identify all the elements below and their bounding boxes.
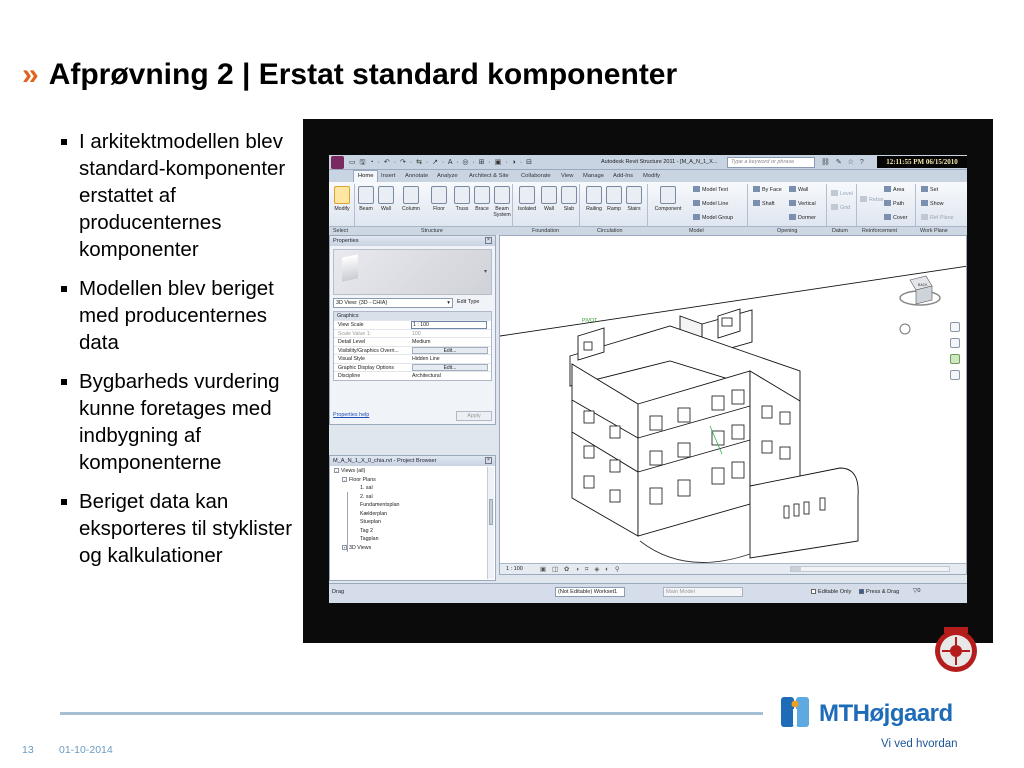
ref-plane-icon (921, 214, 928, 220)
wall-button[interactable]: Wall (374, 186, 398, 212)
truss-button[interactable]: Truss (450, 186, 474, 212)
edit-button[interactable]: Edit... (412, 364, 488, 372)
model-text-icon (693, 186, 700, 192)
property-row[interactable]: Visibility/Graphics Overri... Edit... (334, 346, 491, 355)
revit-window (329, 155, 967, 603)
tab-modify[interactable]: Modify (643, 173, 661, 179)
horizontal-scrollbar[interactable] (790, 566, 950, 572)
collapse-icon: - (343, 476, 346, 482)
ramp-button[interactable]: Ramp (602, 186, 626, 212)
logo-mark-icon (779, 695, 811, 729)
tree-item[interactable]: + 3D Views (343, 544, 372, 551)
view-selector (333, 298, 492, 308)
project-browser (329, 455, 496, 581)
tab-annotate[interactable]: Annotate (405, 173, 429, 179)
browser-tree (330, 466, 495, 553)
property-row: Scale Value 1: 100 (334, 329, 491, 338)
view-control-bar (500, 563, 966, 574)
tree-item[interactable]: 1. sal (360, 485, 373, 491)
steering-wheel-button[interactable] (950, 322, 960, 332)
steering-wheel-icon[interactable] (900, 324, 910, 334)
filter-icon[interactable]: ▽0 (913, 588, 921, 594)
property-row[interactable]: Discipline Architectural (334, 371, 491, 380)
apply-button[interactable]: Apply (456, 411, 492, 421)
column-button[interactable]: Column (399, 186, 423, 212)
tab-view[interactable]: View (561, 173, 574, 179)
slab-button[interactable]: Slab (557, 186, 581, 212)
property-row[interactable]: View Scale 1 : 100 (334, 320, 491, 329)
wall-icon (378, 186, 394, 204)
wall-opening-icon (789, 186, 796, 192)
view-control-icons[interactable]: ▣ ◫ ✿ ◑ ⌗ ◈ ◐ ⚲ (540, 566, 622, 573)
tree-item[interactable]: 2. sal (360, 493, 373, 500)
chevron-down-icon: ▾ (483, 269, 487, 275)
status-bar (329, 583, 967, 603)
status-text: Drag (332, 589, 345, 595)
tab-analyze[interactable]: Analyze (437, 173, 458, 179)
view-scale-control[interactable]: 1 : 100 (506, 566, 523, 572)
by-face-icon (753, 186, 760, 192)
ribbon (329, 182, 967, 234)
ribbon-panel-labels (329, 226, 967, 235)
cursor-icon (334, 186, 350, 204)
ramp-icon (606, 186, 622, 204)
property-row[interactable]: Graphic Display Options Edit... (334, 363, 491, 372)
pan-button[interactable] (950, 370, 960, 380)
properties-help-link[interactable]: Properties help (333, 412, 370, 418)
panel-datum[interactable]: Datum (832, 228, 848, 234)
navigation-bar (950, 322, 962, 392)
brace-button[interactable]: Brace (470, 186, 494, 212)
viewcube[interactable] (900, 276, 940, 305)
tab-architect-site[interactable]: Architect & Site (469, 173, 509, 179)
tree-item[interactable]: Tag 2 (360, 527, 373, 534)
bullet-item: Modellen blev beriget med producenternes data (60, 275, 296, 356)
truss-icon (454, 186, 470, 204)
beam-system-icon (494, 186, 510, 204)
vertical-opening-icon (789, 200, 796, 206)
panel-model[interactable]: Model (689, 228, 704, 234)
cover-button[interactable]: Cover (884, 214, 907, 221)
editable-only-checkbox[interactable]: Editable Only (811, 589, 851, 595)
path-rebar-icon (884, 200, 891, 206)
model-group-button[interactable]: Model Group (693, 214, 733, 221)
tab-home[interactable]: Home (353, 170, 378, 182)
view-type-dropdown[interactable]: 3D View: {3D - CHIA} ▾ (333, 298, 453, 308)
railing-icon (586, 186, 602, 204)
chevron-icon: » (22, 58, 39, 91)
slide-title-text: Afprøvning 2 | Erstat standard komponenter (48, 58, 678, 91)
shaft-button[interactable]: Shaft (753, 200, 775, 207)
panel-opening[interactable]: Opening (777, 228, 798, 234)
tree-item[interactable]: Stueplan (360, 519, 381, 525)
properties-header: Properties × (330, 236, 495, 246)
tree-item[interactable]: - Views (all) (335, 468, 366, 474)
properties-footer (333, 411, 492, 421)
show-icon (921, 200, 928, 206)
stairs-icon (626, 186, 642, 204)
tree-item[interactable]: Fundamentsplan (360, 502, 400, 508)
area-rebar-button[interactable]: Area (884, 186, 904, 193)
workset-dropdown[interactable]: (Not Editable) Workset1 (555, 587, 625, 597)
bullet-list (60, 128, 296, 581)
panel-select[interactable]: Select (333, 228, 348, 234)
graphics-group-header[interactable]: Graphics (334, 312, 491, 320)
railing-button[interactable]: Railing (582, 186, 606, 212)
component-button[interactable]: Component (651, 186, 685, 212)
edit-button[interactable]: Edit... (412, 347, 488, 355)
dormer-button[interactable]: Dormer (789, 214, 816, 221)
tagline: Vi ved hvordan (881, 738, 958, 750)
component-icon (660, 186, 676, 204)
window-title: Autodesk Revit Structure 2011 - [M_A_N_1_X... (601, 159, 718, 165)
zoom-button[interactable] (950, 338, 960, 348)
beam-icon (358, 186, 374, 204)
tab-insert[interactable]: Insert (381, 173, 396, 179)
chevron-down-icon: ▾ (447, 300, 450, 306)
search-input[interactable]: Type a keyword or phrase (727, 157, 815, 168)
page-number: 13 (22, 744, 34, 756)
ref-plane-button[interactable]: Ref Plane (921, 214, 954, 221)
press-drag-checkbox[interactable]: Press & Drag (859, 589, 899, 595)
property-row[interactable]: Visual Style Hidden Line (334, 354, 491, 363)
grid-button[interactable]: Grid (831, 204, 850, 211)
model-group-icon (693, 214, 700, 220)
floor-button[interactable]: Floor (427, 186, 451, 212)
application-menu-icon[interactable] (331, 156, 344, 169)
panel-work-plane[interactable]: Work Plane (920, 228, 948, 234)
bullet-item: Bygbarheds vurdering kunne foretages med indbygning af komponenterne (60, 368, 296, 476)
tree-item[interactable]: - Floor Plans (343, 476, 376, 483)
panel-circulation[interactable]: Circulation (597, 228, 623, 234)
panel-foundation[interactable]: Foundation (532, 228, 559, 234)
expand-icon: + (343, 544, 346, 550)
edit-type-button[interactable]: Edit Type (457, 299, 480, 305)
bullet-item: Beriget data kan eksporteres til styklister og kalkulationer (60, 488, 296, 569)
close-icon[interactable]: × (485, 237, 492, 244)
tab-add-ins[interactable]: Add-Ins (613, 173, 633, 179)
set-icon (921, 186, 928, 192)
wall-opening-button[interactable]: Wall (789, 186, 808, 193)
help-icons[interactable]: ⛓ ✎ ☆ ? (821, 159, 866, 166)
collapse-icon: - (335, 468, 338, 473)
logo-wordmark: MTHøjgaard (819, 700, 953, 727)
isolated-button[interactable]: Isolated (515, 186, 539, 212)
building-model-drawing (500, 236, 967, 575)
footer-date: 01-10-2014 (59, 744, 113, 756)
beam-button[interactable]: Beam (354, 186, 378, 212)
beam-system-button[interactable]: Beam System (490, 186, 514, 218)
orbit-button[interactable] (950, 354, 960, 364)
footer-divider (60, 712, 763, 715)
set-workplane-button[interactable]: Set (921, 186, 938, 193)
area-rebar-icon (884, 186, 891, 192)
rebar-button[interactable]: Rebar (860, 196, 884, 203)
model-line-button[interactable]: Model Line (693, 200, 728, 207)
vertical-scrollbar[interactable] (487, 467, 494, 579)
ribbon-tabs (329, 170, 967, 182)
model-line-icon (693, 200, 700, 206)
company-logo (777, 693, 987, 733)
level-icon (831, 190, 838, 196)
vertical-opening-button[interactable]: Vertical (789, 200, 816, 207)
by-face-button[interactable]: By Face (753, 186, 782, 193)
viewcube-face-label: BACK (918, 283, 928, 287)
wall-foundation-icon (541, 186, 557, 204)
3d-view-canvas[interactable] (499, 235, 967, 575)
path-rebar-button[interactable]: Path (884, 200, 904, 207)
level-button[interactable]: Level (831, 190, 853, 197)
shaft-icon (753, 200, 760, 206)
quick-access-icons[interactable]: ▭ 🖫 ◔ · ↶ · ↷ · ⇆ · ↗ · A · ◎ · ⊞ · ▣ · ◑ · ⊟ (349, 159, 533, 166)
panel-reinforcement[interactable]: Reinforcement (862, 228, 898, 234)
tab-manage[interactable]: Manage (583, 173, 604, 179)
design-option-dropdown[interactable]: Main Model (663, 587, 743, 597)
quick-access-toolbar (329, 155, 967, 170)
award-badge-icon (930, 623, 982, 675)
bullet-item: I arkitektmodellen blev standard-komponenter erstattet af producenternes komponenter (60, 128, 296, 263)
panel-structure[interactable]: Structure (421, 228, 443, 234)
stairs-button[interactable]: Stairs (622, 186, 646, 212)
slide-title (22, 58, 677, 92)
rebar-icon (860, 196, 867, 202)
slab-icon (561, 186, 577, 204)
type-preview-image (333, 249, 492, 295)
cover-icon (884, 214, 891, 220)
properties-grid (333, 311, 492, 381)
close-icon[interactable]: × (485, 457, 492, 464)
floor-icon (431, 186, 447, 204)
tree-item[interactable]: Kælderplan (360, 510, 388, 517)
pivot-label: PIVOT (582, 318, 598, 324)
isolated-foundation-icon (519, 186, 535, 204)
clock-readout: 12:11:55 PM 06/15/2010 (877, 156, 967, 168)
brace-icon (474, 186, 490, 204)
column-icon (403, 186, 419, 204)
property-row[interactable]: Detail Level Medium (334, 337, 491, 346)
modify-button[interactable]: Modify (330, 186, 354, 212)
tab-collaborate[interactable]: Collaborate (521, 173, 551, 179)
grid-icon (831, 204, 838, 210)
properties-palette (329, 235, 496, 425)
revit-screenshot (303, 119, 993, 643)
dormer-icon (789, 214, 796, 220)
model-text-button[interactable]: Model Text (693, 186, 728, 193)
tree-item[interactable]: Tagplan (360, 536, 379, 542)
project-browser-header: M_A_N_1_X_0_chia.rvt - Project Browser × (330, 456, 495, 466)
wall-foundation-button[interactable]: Wall (537, 186, 561, 212)
show-workplane-button[interactable]: Show (921, 200, 944, 207)
